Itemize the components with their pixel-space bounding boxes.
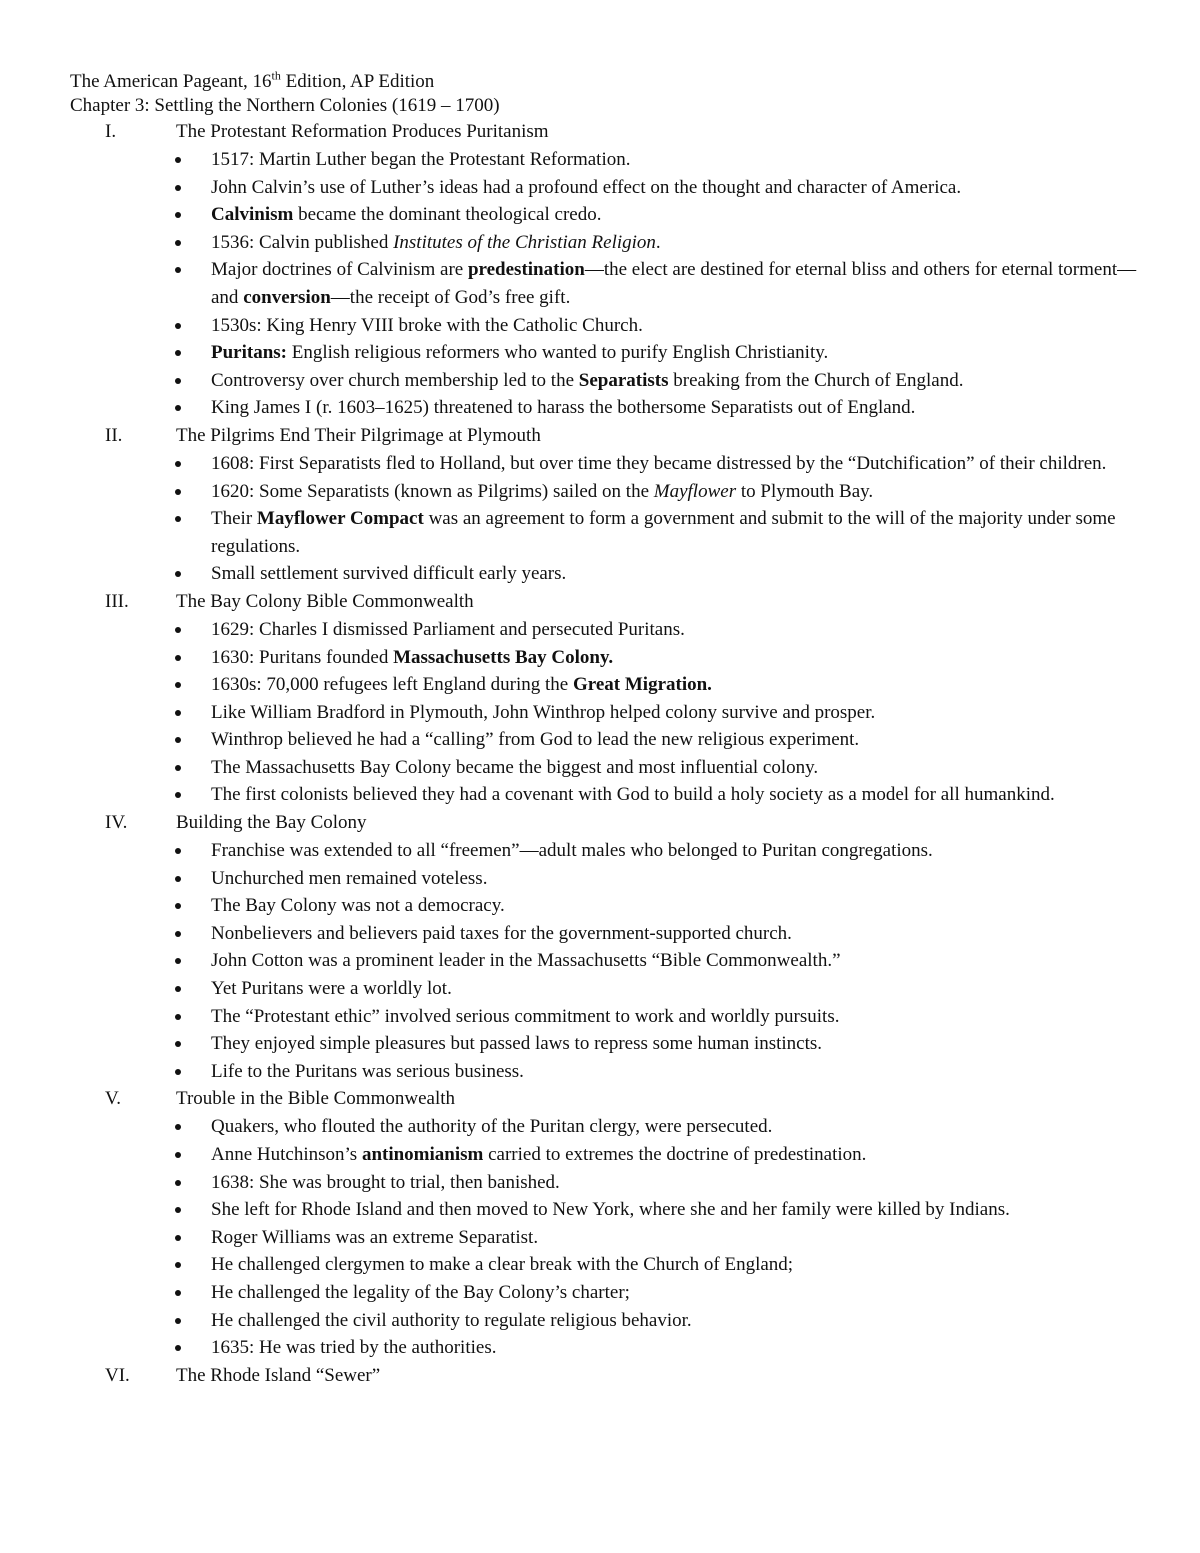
bullet-icon — [175, 655, 181, 661]
list-item — [70, 781, 1150, 809]
item-text: The Bay Colony was not a democracy. — [211, 895, 505, 917]
section-title: The Pilgrims End Their Pilgrimage at Plymouth — [176, 424, 541, 446]
item-text: 1638: She was brought to trial, then banished. — [211, 1171, 560, 1193]
list-item — [70, 947, 1150, 975]
bullet-icon — [175, 1345, 181, 1351]
item-text: Nonbelievers and believers paid taxes for the government-supported church. — [211, 922, 792, 944]
list-item — [70, 1307, 1150, 1335]
section-heading — [70, 422, 1150, 450]
item-text: Life to the Puritans was serious business. — [211, 1060, 524, 1082]
section-heading — [70, 809, 1150, 837]
bullet-icon — [175, 1290, 181, 1296]
section-heading — [70, 1085, 1150, 1113]
list-item — [70, 975, 1150, 1003]
bullet-icon — [175, 737, 181, 743]
bullet-icon — [175, 876, 181, 882]
list-item — [70, 229, 1150, 257]
section-title: Building the Bay Colony — [176, 812, 367, 834]
bullet-list — [70, 1113, 1150, 1361]
list-item — [70, 726, 1150, 754]
item-text: —the receipt of God’s free gift. — [330, 286, 571, 308]
item-text: Controversy over church membership led to the — [211, 369, 579, 391]
item-text: Small settlement survived difficult early years. — [211, 563, 567, 585]
item-text: to Plymouth Bay. — [736, 480, 874, 502]
item-text: was an agreement to form a government and submit to the will of the majority under some regulations. — [211, 508, 1116, 557]
bullet-icon — [175, 1318, 181, 1324]
item-text: King James I (r. 1603–1625) threatened to harass the bothersome Separatists out of England. — [211, 397, 916, 419]
list-item — [70, 1279, 1150, 1307]
item-text: 1620: Some Separatists (known as Pilgrims) sailed on the — [211, 480, 654, 502]
bullet-icon — [175, 323, 181, 329]
list-item — [70, 754, 1150, 782]
list-item — [70, 1251, 1150, 1279]
section-numeral: IV. — [105, 812, 128, 834]
bold-term: Calvinism — [211, 204, 294, 226]
bullet-icon — [175, 1207, 181, 1213]
section-title: The Bay Colony Bible Commonwealth — [176, 590, 474, 612]
item-text: They enjoyed simple pleasures but passed laws to repress some human instincts. — [211, 1033, 823, 1055]
item-text: carried to extremes the doctrine of predestination. — [483, 1144, 867, 1165]
item-text: —the elect are destined for eternal bliss and others for eternal torment—and — [211, 259, 1137, 308]
list-item — [70, 892, 1150, 920]
section-title: Trouble in the Bible Commonwealth — [176, 1088, 456, 1110]
bullet-icon — [175, 405, 181, 411]
item-text: breaking from the Church of England. — [668, 369, 964, 391]
bullet-icon — [175, 267, 181, 273]
bullet-icon — [175, 157, 181, 163]
item-text: He challenged the civil authority to regulate religious behavior. — [211, 1309, 692, 1331]
outline-section — [70, 809, 1150, 1085]
item-text: . — [655, 231, 661, 253]
item-text: became the dominant theological credo. — [293, 204, 602, 226]
chapter-title: Chapter 3: Settling the Northern Colonies (1619 – 1700) — [70, 95, 500, 116]
bullet-icon — [175, 986, 181, 992]
list-item — [70, 1141, 1150, 1169]
list-item — [70, 505, 1150, 560]
list-item — [70, 367, 1150, 395]
bullet-icon — [175, 461, 181, 467]
item-text: 1608: First Separatists fled to Holland, but over time they became distressed by the “Dutchification” of their children. — [211, 452, 1107, 474]
section-title: The Rhode Island “Sewer” — [176, 1364, 381, 1386]
bullet-icon — [175, 1124, 181, 1130]
list-item — [70, 256, 1150, 311]
bullet-icon — [175, 1180, 181, 1186]
item-text: Unchurched men remained voteless. — [211, 867, 488, 889]
item-text: 1530s: King Henry VIII broke with the Catholic Church. — [211, 314, 643, 336]
item-text: 1630s: 70,000 refugees left England during the — [211, 674, 573, 696]
list-item — [70, 920, 1150, 948]
item-text: Quakers, who flouted the authority of the Puritan clergy, were persecuted. — [211, 1116, 773, 1138]
section-heading — [70, 1362, 1150, 1390]
bullet-list — [70, 450, 1150, 588]
bold-term: Great Migration. — [572, 674, 712, 696]
bullet-icon — [175, 765, 181, 771]
bullet-icon — [175, 1069, 181, 1075]
item-text: He challenged the legality of the Bay Colony’s charter; — [211, 1281, 630, 1303]
section-title: The Protestant Reformation Produces Puritanism — [176, 121, 549, 142]
item-text: 1630: Puritans founded — [211, 646, 394, 668]
bullet-icon — [175, 378, 181, 384]
item-text: Their — [211, 508, 257, 530]
list-item — [70, 339, 1150, 367]
outline — [70, 118, 1150, 1390]
bullet-icon — [175, 710, 181, 716]
bullet-icon — [175, 1041, 181, 1047]
item-text: The “Protestant ethic” involved serious commitment to work and worldly pursuits. — [211, 1005, 840, 1027]
bullet-list — [70, 837, 1150, 1085]
outline-section — [70, 1085, 1150, 1361]
list-item — [70, 1003, 1150, 1031]
list-item — [70, 174, 1150, 202]
item-text: John Calvin’s use of Luther’s ideas had a profound effect on the thought and character of America. — [211, 176, 962, 198]
section-numeral: V. — [105, 1088, 122, 1110]
outline-section — [70, 588, 1150, 809]
item-text: Anne Hutchinson’s — [211, 1144, 362, 1165]
section-numeral: VI. — [105, 1364, 130, 1386]
list-item — [70, 201, 1150, 229]
list-item — [70, 616, 1150, 644]
section-heading — [70, 588, 1150, 616]
item-text: 1517: Martin Luther began the Protestant Reformation. — [211, 149, 631, 170]
outline-section — [70, 118, 1150, 422]
bullet-icon — [175, 792, 181, 798]
item-text: Franchise was extended to all “freemen”—adult males who belonged to Puritan congregations. — [211, 840, 933, 862]
item-text: Major doctrines of Calvinism are — [211, 259, 468, 281]
bullet-icon — [175, 682, 181, 688]
bold-term: Mayflower Compact — [256, 508, 424, 530]
bold-term: antinomianism — [361, 1144, 484, 1165]
bullet-icon — [175, 1014, 181, 1020]
italic-title: Institutes of the Christian Religion — [393, 231, 656, 253]
list-item — [70, 671, 1150, 699]
list-item — [70, 644, 1150, 672]
list-item — [70, 1113, 1150, 1141]
list-item — [70, 1196, 1150, 1224]
document-page — [70, 70, 1150, 1390]
outline-section — [70, 422, 1150, 588]
item-text: The first colonists believed they had a covenant with God to build a holy society as a model for all humankind. — [211, 784, 1055, 806]
bullet-icon — [175, 627, 181, 633]
list-item — [70, 1169, 1150, 1197]
list-item — [70, 699, 1150, 727]
bullet-list — [70, 146, 1150, 422]
bullet-icon — [175, 958, 181, 964]
bullet-icon — [175, 903, 181, 909]
bullet-icon — [175, 240, 181, 246]
list-item — [70, 560, 1150, 588]
italic-title: Mayflower — [653, 480, 737, 502]
bullet-icon — [175, 489, 181, 495]
bullet-icon — [175, 350, 181, 356]
outline-section — [70, 1362, 1150, 1390]
bullet-icon — [175, 1152, 181, 1158]
bullet-icon — [175, 212, 181, 218]
list-item — [70, 1334, 1150, 1362]
list-item — [70, 1030, 1150, 1058]
item-text: He challenged clergymen to make a clear break with the Church of England; — [211, 1254, 794, 1276]
item-text: 1536: Calvin published — [211, 231, 394, 253]
bullet-icon — [175, 848, 181, 854]
bullet-icon — [175, 185, 181, 191]
list-item — [70, 865, 1150, 893]
item-text: Yet Puritans were a worldly lot. — [211, 978, 452, 1000]
item-text: English religious reformers who wanted to purify English Christianity. — [287, 342, 829, 364]
document-title — [70, 70, 1150, 94]
bold-term: Puritans: — [211, 342, 287, 364]
list-item — [70, 312, 1150, 340]
item-text: Roger Williams was an extreme Separatist. — [211, 1226, 539, 1248]
item-text: Winthrop believed he had a “calling” from God to lead the new religious experiment. — [211, 729, 860, 751]
list-item — [70, 394, 1150, 422]
item-text: She left for Rhode Island and then moved to New York, where she and her family were killed by Indians. — [211, 1199, 1010, 1221]
bold-term: predestination — [467, 259, 585, 281]
item-text: 1629: Charles I dismissed Parliament and persecuted Puritans. — [211, 618, 685, 640]
item-text: John Cotton was a prominent leader in the Massachusetts “Bible Commonwealth.” — [211, 950, 841, 972]
list-item — [70, 450, 1150, 478]
section-numeral: I. — [105, 121, 117, 142]
item-text: Like William Bradford in Plymouth, John Winthrop helped colony survive and prosper. — [211, 701, 876, 723]
list-item — [70, 837, 1150, 865]
bullet-icon — [175, 1235, 181, 1241]
section-heading — [70, 118, 1150, 146]
bold-term: Massachusetts Bay Colony. — [393, 646, 614, 668]
section-numeral: III. — [105, 590, 129, 612]
section-numeral: II. — [105, 424, 123, 446]
list-item — [70, 1058, 1150, 1086]
item-text: The Massachusetts Bay Colony became the biggest and most influential colony. — [211, 756, 819, 778]
list-item — [70, 478, 1150, 506]
list-item — [70, 1224, 1150, 1252]
bold-term: Separatists — [578, 369, 669, 391]
item-text: 1635: He was tried by the authorities. — [211, 1337, 497, 1359]
title-text-a: The American Pageant, 16 — [70, 71, 272, 92]
title-text-b: Edition, AP Edition — [280, 71, 435, 92]
bullet-icon — [175, 516, 181, 522]
bullet-icon — [175, 931, 181, 937]
bullet-icon — [175, 571, 181, 577]
bold-term: conversion — [243, 286, 331, 308]
list-item — [70, 146, 1150, 174]
title-superscript: th — [271, 68, 281, 83]
bullet-icon — [175, 1262, 181, 1268]
bullet-list — [70, 616, 1150, 809]
